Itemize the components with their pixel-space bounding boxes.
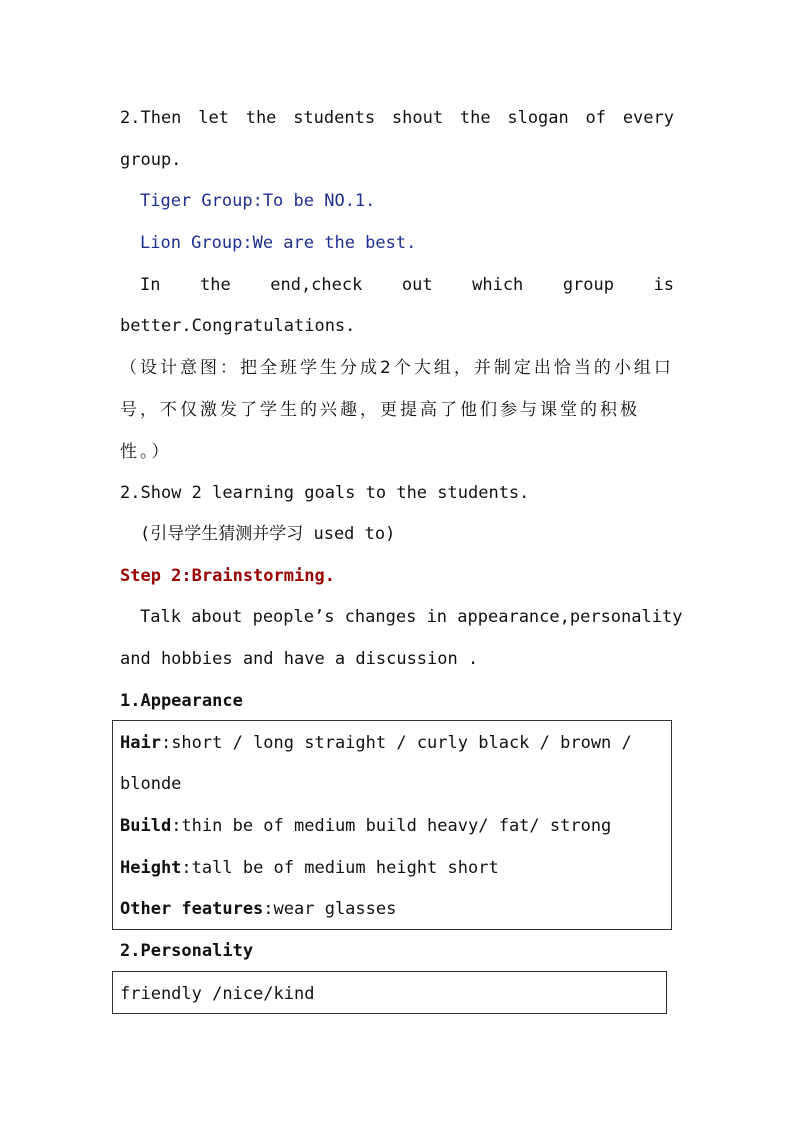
- build-text: :thin be of medium build heavy/ fat/ strong: [171, 816, 612, 836]
- design-note-line: 号，不仅激发了学生的兴趣，更提高了他们参与课堂的积极: [120, 400, 640, 420]
- build-row: [120, 815, 611, 837]
- height-text: :tall be of medium height short: [181, 858, 499, 878]
- intro-word: of: [585, 108, 607, 128]
- personality-heading: 2.Personality: [120, 941, 254, 961]
- end-word: is: [653, 275, 674, 295]
- hair-row: [120, 732, 632, 754]
- intro-word: slogan: [507, 108, 569, 128]
- end-tail: better.Congratulations.: [120, 316, 356, 336]
- end-word: end,check: [270, 275, 363, 295]
- hair-label: Hair: [120, 733, 161, 753]
- hair-row-continued: blonde: [120, 774, 182, 794]
- end-word: In: [140, 275, 161, 295]
- personality-text: friendly /nice/kind: [120, 984, 315, 1004]
- intro-word: every: [622, 108, 674, 128]
- step2-heading: Step 2:Brainstorming.: [120, 566, 335, 586]
- intro-word: shout: [391, 108, 444, 128]
- end-word: out: [401, 275, 433, 295]
- end-word: which: [472, 275, 524, 295]
- hair-text: :short / long straight / curly black / brown /: [160, 733, 632, 753]
- other-features-row: [120, 898, 396, 920]
- learning-goals: 2.Show 2 learning goals to the students.: [120, 483, 530, 503]
- intro-word: the: [459, 108, 491, 128]
- talk-line: and hobbies and have a discussion .: [120, 649, 479, 669]
- talk-line: Talk about people’s changes in appearance,personality: [140, 607, 683, 627]
- height-label: Height: [120, 858, 182, 878]
- design-note-line: （设计意图：把全班学生分成2个大组，并制定出恰当的小组口: [120, 358, 674, 378]
- appearance-box: [112, 720, 672, 930]
- other-features-label: Other features: [120, 899, 264, 919]
- height-row: [120, 857, 499, 879]
- intro-tail: group.: [120, 150, 182, 170]
- learning-goals-note: (引导学生猜测并学习 used to): [140, 524, 396, 544]
- appearance-heading: 1.Appearance: [120, 691, 243, 711]
- intro-line: [120, 107, 674, 129]
- other-features-text: :wear glasses: [263, 899, 397, 919]
- slogan-tiger: Tiger Group:To be NO.1.: [140, 191, 376, 211]
- personality-box: [112, 971, 667, 1014]
- end-line: [140, 274, 674, 296]
- design-note-line: 性。）: [120, 442, 172, 462]
- slogan-lion: Lion Group:We are the best.: [140, 233, 417, 253]
- build-label: Build: [120, 816, 172, 836]
- intro-word: 2.Then: [120, 108, 182, 128]
- intro-word: the: [245, 108, 277, 128]
- intro-word: let: [198, 108, 229, 128]
- end-word: group: [562, 275, 614, 295]
- intro-word: students: [293, 108, 376, 128]
- end-word: the: [200, 275, 231, 295]
